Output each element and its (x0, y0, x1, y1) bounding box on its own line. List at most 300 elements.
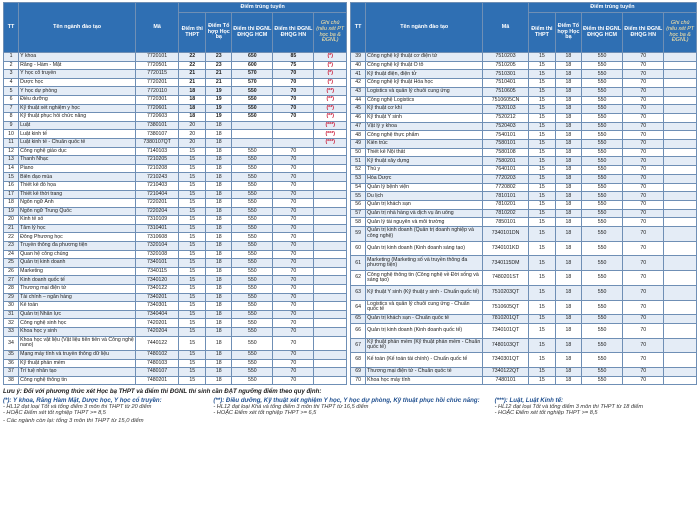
cell-dgnl-hcm: 550 (232, 302, 273, 311)
cell-ghi-chu (664, 376, 697, 385)
cell-tt: 7 (4, 104, 19, 113)
cell-ghi-chu (664, 315, 697, 324)
cell-tt: 3 (4, 70, 19, 79)
cell-tt: 27 (4, 276, 19, 285)
cell-ghi-chu (314, 242, 347, 251)
table-row (4, 310, 347, 319)
col-ma: Mã (135, 3, 178, 53)
cell-tt: 19 (4, 207, 19, 216)
cell-thpt: 15 (528, 87, 555, 96)
cell-dgnl-hcm: 550 (232, 328, 273, 337)
cell-tt: 13 (4, 156, 19, 165)
cell-ma: 7720601 (135, 104, 178, 113)
cell-dgnl-hcm: 550 (232, 267, 273, 276)
cell-dgnl-hcm: 550 (232, 285, 273, 294)
cell-ma: 7220201 (135, 199, 178, 208)
table-row (351, 140, 697, 149)
table-row (4, 78, 347, 87)
table-row (351, 131, 697, 140)
cell-hoc-ba: 18 (555, 285, 581, 300)
cell-dgnl-hn: 70 (273, 242, 314, 251)
cell-ghi-chu: (***) (314, 121, 347, 130)
cell-dgnl-hn: 70 (273, 276, 314, 285)
cell-ghi-chu: (*) (314, 61, 347, 70)
cell-ma: 7720603 (135, 113, 178, 122)
cell-ghi-chu (314, 207, 347, 216)
cell-ghi-chu (314, 359, 347, 368)
cell-hoc-ba: 19 (206, 113, 232, 122)
cell-hoc-ba: 18 (206, 173, 232, 182)
cell-tt: 49 (351, 140, 366, 149)
col-hoc-ba: Điểm Tổ hợp Học bạ (555, 13, 581, 53)
cell-ma: 7510605CN (483, 96, 529, 105)
cell-hoc-ba: 18 (555, 315, 581, 324)
cell-ten-nganh: Kỹ thuật Y sinh (Kỹ thuật y sinh - Chuẩn quốc tế) (366, 285, 483, 300)
table-row (351, 183, 697, 192)
cell-ten-nganh: Marketing (Marketing số và truyền thông đa phương tiện) (366, 256, 483, 271)
cell-ghi-chu (314, 173, 347, 182)
cell-ma: 7340301 (135, 302, 178, 311)
cell-ten-nganh: Thanh Nhạc (19, 156, 136, 165)
cell-ma: 7210403 (135, 181, 178, 190)
cell-ghi-chu (314, 328, 347, 337)
cell-tt: 51 (351, 157, 366, 166)
cell-ma: 7520212 (483, 113, 529, 122)
cell-dgnl-hn: 70 (623, 96, 664, 105)
cell-dgnl-hcm (232, 130, 273, 139)
cell-tt: 26 (4, 267, 19, 276)
table-row (4, 359, 347, 368)
cell-ten-nganh: Công nghệ kỹ thuật Hóa học (366, 79, 483, 88)
cell-dgnl-hn: 70 (273, 285, 314, 294)
cell-ten-nganh: Kỹ thuật xét nghiệm y học (19, 104, 136, 113)
cell-dgnl-hn: 70 (623, 323, 664, 338)
cell-tt: 62 (351, 271, 366, 286)
cell-tt: 37 (4, 368, 19, 377)
cell-dgnl-hcm: 550 (581, 79, 622, 88)
cell-tt: 4 (4, 78, 19, 87)
cell-ma: 7340122QT (483, 367, 529, 376)
cell-ma: 7210243 (135, 173, 178, 182)
cell-hoc-ba: 18 (206, 181, 232, 190)
table-row (4, 156, 347, 165)
cell-dgnl-hcm: 550 (232, 259, 273, 268)
cell-tt: 69 (351, 367, 366, 376)
cell-thpt: 15 (179, 376, 206, 385)
table-row (4, 250, 347, 259)
cell-ghi-chu: (**) (314, 113, 347, 122)
cell-dgnl-hn: 70 (623, 174, 664, 183)
col-dgnl-hcm: Điểm thi ĐGNL ĐHQG HCM (232, 13, 273, 53)
cell-ghi-chu (314, 319, 347, 328)
table-row (4, 368, 347, 377)
cell-dgnl-hn: 70 (623, 376, 664, 385)
cell-dgnl-hcm: 550 (232, 207, 273, 216)
cell-thpt: 15 (528, 200, 555, 209)
cell-ten-nganh: Thiết kế Nội thất (366, 148, 483, 157)
cell-hoc-ba: 18 (206, 302, 232, 311)
cell-ghi-chu (664, 338, 697, 353)
cell-tt: 38 (4, 376, 19, 385)
cell-hoc-ba: 18 (555, 209, 581, 218)
cell-dgnl-hcm: 550 (581, 300, 622, 315)
table-row (351, 192, 697, 201)
cell-ten-nganh: Kỹ thuật Y sinh (366, 113, 483, 122)
cell-dgnl-hcm: 570 (232, 70, 273, 79)
cell-dgnl-hn: 70 (623, 241, 664, 256)
table-row (4, 233, 347, 242)
cell-dgnl-hn: 70 (623, 79, 664, 88)
cell-ma: 7210404 (135, 190, 178, 199)
cell-dgnl-hcm: 550 (581, 174, 622, 183)
cell-ghi-chu (664, 61, 697, 70)
cell-ten-nganh: Điều dưỡng (19, 95, 136, 104)
cell-thpt: 21 (179, 78, 206, 87)
cell-ma: 7340404 (135, 310, 178, 319)
table-row (4, 147, 347, 156)
col-ma: Mã (483, 3, 529, 53)
cell-tt: 21 (4, 224, 19, 233)
cell-ten-nganh: Kỹ thuật phần mềm (Kỹ thuật phần mềm - Chuẩn quốc tế) (366, 338, 483, 353)
cell-thpt: 15 (528, 183, 555, 192)
table-row (4, 242, 347, 251)
cell-thpt: 15 (528, 227, 555, 242)
cell-ma: 7720501 (135, 61, 178, 70)
cell-ten-nganh: Kỹ thuật xây dựng (366, 157, 483, 166)
cell-tt: 30 (4, 302, 19, 311)
cell-ma: 7380107QT (135, 138, 178, 147)
cell-thpt: 15 (179, 173, 206, 182)
cell-hoc-ba: 18 (555, 96, 581, 105)
cell-thpt: 15 (528, 79, 555, 88)
table-row (351, 227, 697, 242)
cell-dgnl-hcm: 550 (232, 147, 273, 156)
cell-tt: 14 (4, 164, 19, 173)
cell-dgnl-hn: 70 (273, 302, 314, 311)
table-row (4, 87, 347, 96)
cell-ma: 7480103 (135, 359, 178, 368)
cell-dgnl-hn: 70 (273, 359, 314, 368)
cell-ma: 7340120 (135, 276, 178, 285)
cell-tt: 52 (351, 166, 366, 175)
table-row (351, 315, 697, 324)
cell-dgnl-hn: 70 (623, 227, 664, 242)
cell-thpt: 15 (528, 96, 555, 105)
cell-dgnl-hn: 70 (623, 315, 664, 324)
cell-ma: 7580201 (483, 157, 529, 166)
cell-ten-nganh: Kiến trúc (366, 140, 483, 149)
cell-tt: 43 (351, 87, 366, 96)
cell-dgnl-hn: 70 (623, 353, 664, 368)
cell-thpt: 20 (179, 121, 206, 130)
cell-ghi-chu (314, 216, 347, 225)
cell-thpt: 15 (528, 376, 555, 385)
cell-dgnl-hn: 70 (623, 113, 664, 122)
cell-ten-nganh: Ngôn ngữ Anh (19, 199, 136, 208)
cell-ten-nganh: Quản trị nhà hàng và dịch vụ ăn uống (366, 209, 483, 218)
cell-tt: 59 (351, 227, 366, 242)
cell-dgnl-hn: 70 (623, 183, 664, 192)
cell-hoc-ba: 18 (206, 130, 232, 139)
cell-thpt: 15 (528, 256, 555, 271)
cell-hoc-ba: 18 (206, 207, 232, 216)
cell-dgnl-hcm: 550 (581, 140, 622, 149)
table-row (351, 285, 697, 300)
cell-thpt: 15 (179, 164, 206, 173)
cell-ma: 7720115 (135, 70, 178, 79)
cell-dgnl-hn: 70 (623, 256, 664, 271)
cell-ma: 7480201ST (483, 271, 529, 286)
cell-hoc-ba: 19 (206, 87, 232, 96)
cell-dgnl-hn: 70 (273, 376, 314, 385)
cell-dgnl-hcm: 550 (232, 368, 273, 377)
table-row (4, 190, 347, 199)
cell-hoc-ba: 18 (555, 367, 581, 376)
cell-dgnl-hcm: 550 (581, 218, 622, 227)
cell-thpt: 15 (528, 131, 555, 140)
cell-ten-nganh: Luật kinh tế (19, 130, 136, 139)
cell-ghi-chu (664, 271, 697, 286)
cell-thpt: 22 (179, 61, 206, 70)
cell-hoc-ba: 18 (555, 157, 581, 166)
cell-ten-nganh: Tài chính – ngân hàng (19, 293, 136, 302)
cell-dgnl-hn (273, 130, 314, 139)
cell-dgnl-hn: 70 (273, 113, 314, 122)
cell-ma: 7720203 (483, 174, 529, 183)
cell-ten-nganh: Quản trị Nhân lực (19, 310, 136, 319)
cell-dgnl-hcm: 570 (232, 78, 273, 87)
cell-dgnl-hcm: 550 (232, 376, 273, 385)
cell-hoc-ba: 18 (206, 359, 232, 368)
table-row (4, 70, 347, 79)
col-hoc-ba: Điểm Tổ hợp Học bạ (206, 13, 232, 53)
cell-hoc-ba: 18 (555, 70, 581, 79)
cell-ma: 7510205 (483, 61, 529, 70)
cell-ma: 7540101 (483, 131, 529, 140)
cell-ten-nganh: Công nghệ thực phẩm (366, 131, 483, 140)
cell-tt: 10 (4, 130, 19, 139)
table-row (4, 173, 347, 182)
table-row (4, 138, 347, 147)
cell-thpt: 15 (528, 353, 555, 368)
cell-ghi-chu: (**) (314, 95, 347, 104)
cell-hoc-ba: 18 (206, 259, 232, 268)
cell-ghi-chu (664, 353, 697, 368)
cell-ma: 7210205 (135, 156, 178, 165)
cell-ma: 7480103QT (483, 338, 529, 353)
cell-ten-nganh: Y học dự phòng (19, 87, 136, 96)
cell-ghi-chu (314, 190, 347, 199)
cell-ghi-chu (664, 87, 697, 96)
cell-ma: 7440122 (135, 336, 178, 351)
cell-ghi-chu (314, 351, 347, 360)
cell-dgnl-hcm: 550 (232, 233, 273, 242)
cell-dgnl-hn: 70 (623, 200, 664, 209)
cell-ma: 7510401 (483, 79, 529, 88)
cell-thpt: 15 (179, 242, 206, 251)
cell-dgnl-hn: 70 (623, 53, 664, 62)
cell-hoc-ba: 19 (206, 95, 232, 104)
cell-dgnl-hcm: 550 (581, 131, 622, 140)
cell-ma: 7340101KD (483, 241, 529, 256)
cell-thpt: 15 (179, 147, 206, 156)
cell-ten-nganh: Quan hệ công chúng (19, 250, 136, 259)
cell-thpt: 15 (179, 233, 206, 242)
legend-head: (**): Điều dưỡng, Kỹ thuật xét nghiệm Y học, Y học dự phòng, Kỹ thuật phục hồi chức năng: (213, 397, 480, 405)
cell-hoc-ba: 18 (206, 376, 232, 385)
cell-hoc-ba: 18 (206, 351, 232, 360)
cell-ten-nganh: Khoa học máy tính (366, 376, 483, 385)
cell-thpt: 15 (528, 218, 555, 227)
cell-tt: 53 (351, 174, 366, 183)
cell-ghi-chu (664, 113, 697, 122)
cell-ten-nganh: Y học cổ truyền (19, 70, 136, 79)
cell-tt: 41 (351, 70, 366, 79)
cell-dgnl-hcm: 550 (232, 216, 273, 225)
table-row (351, 122, 697, 131)
cell-ten-nganh: Kế toán (19, 302, 136, 311)
cell-dgnl-hcm: 550 (232, 242, 273, 251)
cell-ghi-chu (314, 181, 347, 190)
cell-ten-nganh: Công nghệ Logistics (366, 96, 483, 105)
cell-dgnl-hcm: 550 (232, 310, 273, 319)
cell-ten-nganh: Thương mại điện tử (19, 285, 136, 294)
cell-ma: 7340201 (135, 293, 178, 302)
cell-ghi-chu: (***) (314, 138, 347, 147)
cell-tt: 12 (4, 147, 19, 156)
table-row (351, 174, 697, 183)
table-row (351, 113, 697, 122)
cell-tt: 44 (351, 96, 366, 105)
cell-dgnl-hcm: 550 (232, 250, 273, 259)
cell-dgnl-hn: 70 (273, 368, 314, 377)
cell-ghi-chu (664, 79, 697, 88)
cell-thpt: 15 (179, 368, 206, 377)
cell-dgnl-hn: 70 (273, 293, 314, 302)
cell-ghi-chu (314, 302, 347, 311)
cell-tt: 11 (4, 138, 19, 147)
cell-ma: 7380101 (135, 121, 178, 130)
cell-hoc-ba: 18 (206, 267, 232, 276)
cell-dgnl-hcm: 550 (232, 95, 273, 104)
cell-tt: 42 (351, 79, 366, 88)
cell-dgnl-hcm: 550 (581, 148, 622, 157)
cell-hoc-ba: 19 (206, 104, 232, 113)
cell-dgnl-hn: 70 (273, 190, 314, 199)
cell-ma: 7480101 (483, 376, 529, 385)
cell-dgnl-hn (273, 138, 314, 147)
cell-thpt: 15 (179, 259, 206, 268)
table-row (351, 53, 697, 62)
cell-ma: 7810101 (483, 192, 529, 201)
cell-ghi-chu (664, 96, 697, 105)
cell-dgnl-hcm: 550 (581, 209, 622, 218)
cell-ghi-chu (314, 147, 347, 156)
cell-ma: 7850101 (483, 218, 529, 227)
table-row (4, 302, 347, 311)
cell-thpt: 15 (179, 302, 206, 311)
cell-dgnl-hn: 70 (623, 367, 664, 376)
admission-scores-document (3, 2, 697, 424)
cell-ma: 7340115 (135, 267, 178, 276)
cell-thpt: 15 (179, 216, 206, 225)
cell-ten-nganh: Thú y (366, 166, 483, 175)
cell-ten-nganh: Công nghệ thông tin (19, 376, 136, 385)
table-row (4, 130, 347, 139)
cell-dgnl-hn: 70 (623, 192, 664, 201)
cell-tt: 25 (4, 259, 19, 268)
cell-hoc-ba: 18 (555, 200, 581, 209)
cell-dgnl-hcm: 550 (581, 166, 622, 175)
cell-hoc-ba: 23 (206, 61, 232, 70)
cell-ten-nganh: Quản trị kinh doanh (Kinh doanh sáng tạo) (366, 241, 483, 256)
cell-ghi-chu (314, 368, 347, 377)
legend-line: - HOẶC Điểm xét tốt nghiệp THPT >= 6,5 (213, 410, 317, 417)
cell-hoc-ba: 18 (555, 338, 581, 353)
table-row (351, 200, 697, 209)
cell-thpt: 15 (179, 359, 206, 368)
cell-ghi-chu (314, 276, 347, 285)
col-ghi-chu: Ghi chú (nếu xét PT học bạ & ĐGNL) (664, 13, 697, 53)
cell-tt: 47 (351, 122, 366, 131)
cell-ghi-chu (664, 166, 697, 175)
cell-ghi-chu (664, 174, 697, 183)
cell-dgnl-hcm: 600 (232, 61, 273, 70)
cell-dgnl-hcm: 550 (232, 181, 273, 190)
cell-thpt: 18 (179, 87, 206, 96)
legend (3, 388, 697, 424)
table-row (4, 113, 347, 122)
cell-ma: 7580101 (483, 140, 529, 149)
cell-ghi-chu (314, 199, 347, 208)
cell-ten-nganh: Quản trị kinh doanh (Kinh doanh quốc tế) (366, 323, 483, 338)
cell-ghi-chu (314, 310, 347, 319)
cell-ten-nganh: Vật lý y khoa (366, 122, 483, 131)
cell-tt: 22 (4, 233, 19, 242)
cell-ma: 7520403 (483, 122, 529, 131)
cell-ghi-chu (314, 259, 347, 268)
cell-dgnl-hcm: 550 (581, 105, 622, 114)
cell-ten-nganh: Kỹ thuật phục hồi chức năng (19, 113, 136, 122)
cell-ghi-chu (314, 156, 347, 165)
cell-ghi-chu (314, 224, 347, 233)
cell-dgnl-hn: 70 (273, 310, 314, 319)
cell-ma: 7640101 (483, 166, 529, 175)
cell-ten-nganh: Kỹ thuật cơ khí (366, 105, 483, 114)
table-row (351, 209, 697, 218)
cell-hoc-ba: 18 (206, 242, 232, 251)
cell-thpt: 15 (179, 190, 206, 199)
cell-ma: 7720301 (135, 95, 178, 104)
cell-ghi-chu (314, 376, 347, 385)
cell-ghi-chu (314, 267, 347, 276)
cell-tt: 31 (4, 310, 19, 319)
cell-dgnl-hcm: 550 (581, 227, 622, 242)
cell-dgnl-hcm: 550 (581, 271, 622, 286)
cell-hoc-ba: 18 (555, 183, 581, 192)
cell-dgnl-hcm: 550 (232, 336, 273, 351)
cell-hoc-ba: 18 (206, 164, 232, 173)
cell-hoc-ba: 18 (206, 285, 232, 294)
legend-line: - HL12 đạt loại Tốt và tổng điểm 3 môn thi THPT từ 18 điểm (494, 404, 644, 411)
cell-thpt: 15 (528, 300, 555, 315)
cell-ma: 7720802 (483, 183, 529, 192)
cell-dgnl-hn: 70 (273, 70, 314, 79)
cell-hoc-ba: 21 (206, 78, 232, 87)
legend-line: - HOẶC Điểm xét tốt nghiệp THPT >= 8,5 (3, 410, 106, 417)
cell-hoc-ba: 18 (206, 310, 232, 319)
cell-hoc-ba: 18 (555, 227, 581, 242)
